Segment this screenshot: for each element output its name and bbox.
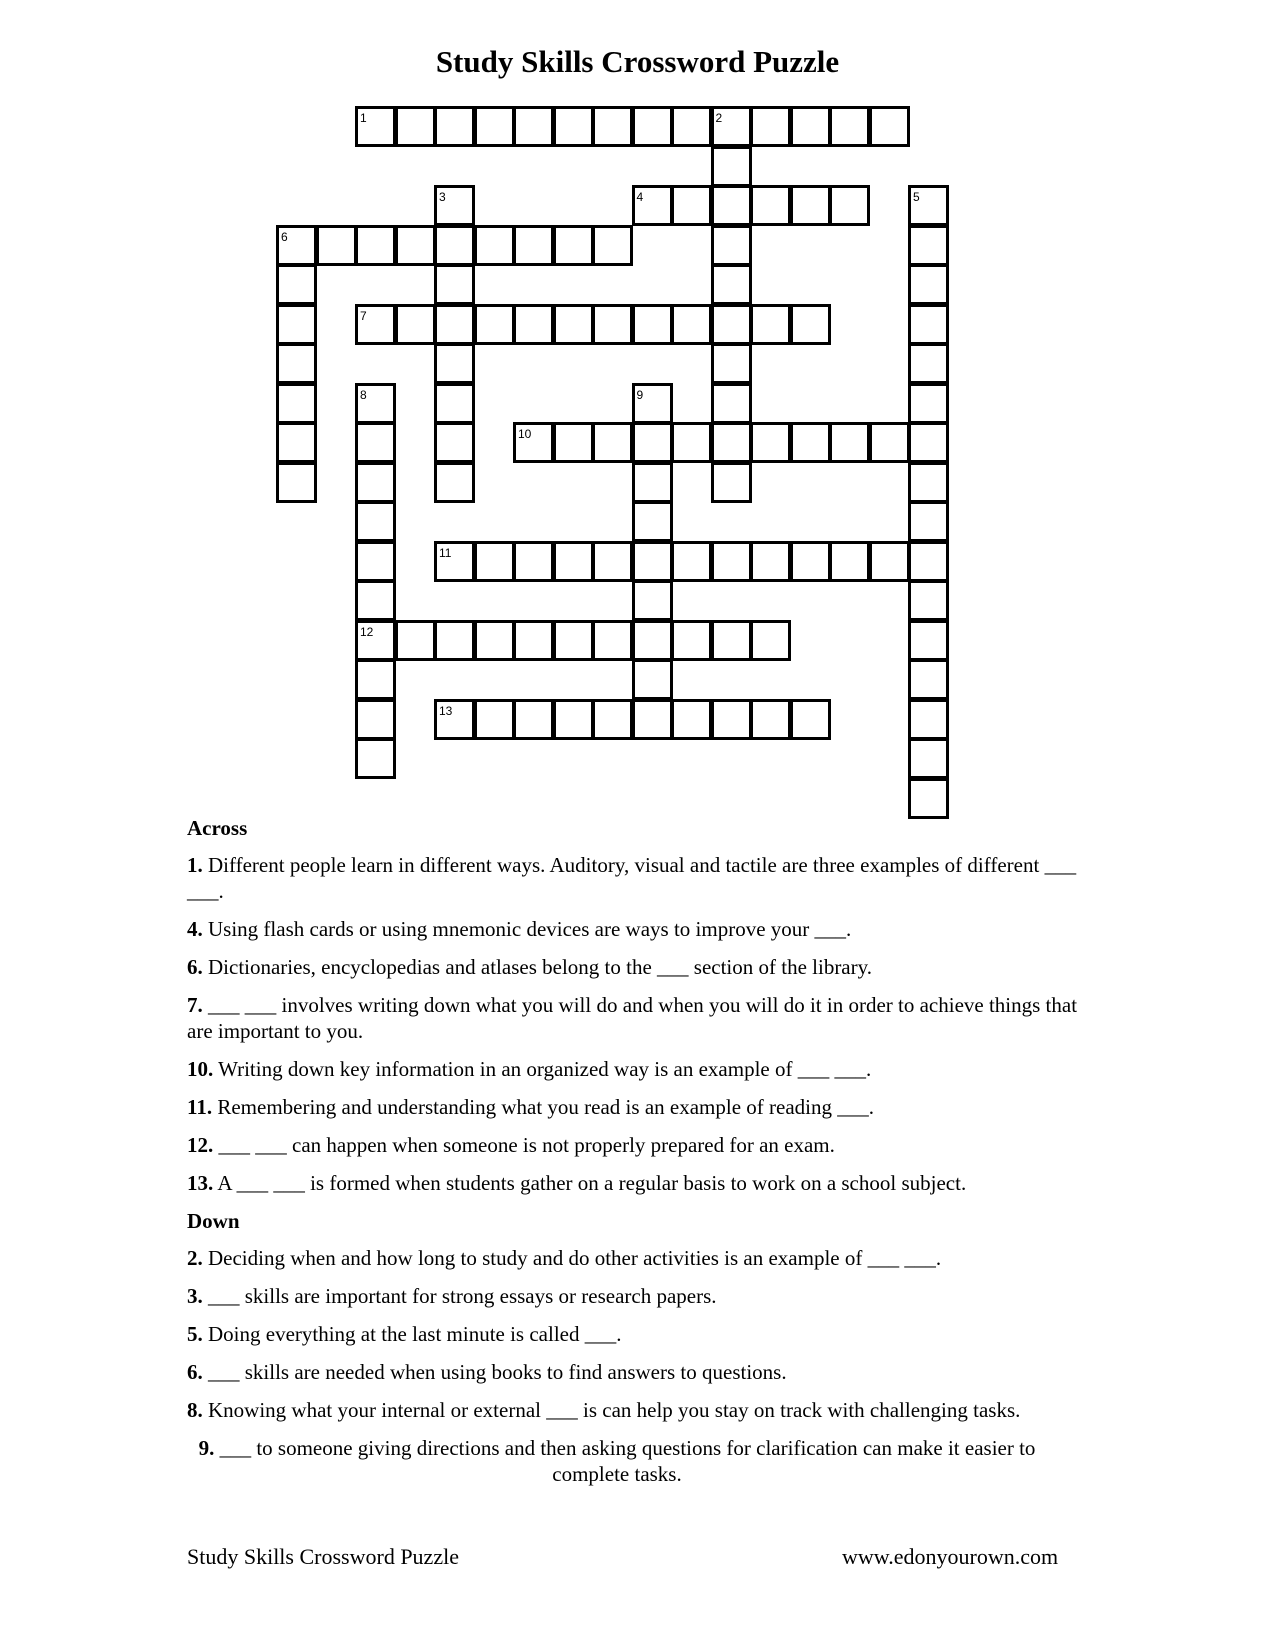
footer-url: www.edonyourown.com	[842, 1544, 1059, 1569]
grid-cell[interactable]	[513, 225, 554, 266]
grid-cell[interactable]	[474, 620, 515, 661]
clue-text: ___ to someone giving directions and then asking questions for clarification can make it easier to complete tasks.	[214, 1436, 1036, 1486]
clue-text: Writing down key information in an organized way is an example of ___ ___.	[213, 1057, 872, 1081]
grid-cell[interactable]	[355, 225, 396, 266]
clue-text: Knowing what your internal or external ___ is can help you stay on track with challenging tasks.	[202, 1398, 1021, 1422]
grid-cell[interactable]	[908, 620, 949, 661]
grid-cell[interactable]	[908, 383, 949, 424]
clue-text: ___ skills are important for strong essays or research papers.	[202, 1284, 717, 1308]
grid-cell[interactable]	[632, 580, 673, 621]
grid-cell[interactable]	[474, 106, 515, 147]
grid-cell[interactable]	[711, 304, 752, 345]
clue-text: Different people learn in different ways. Auditory, visual and tactile are three examples of different ___ ___.	[187, 853, 1077, 903]
grid-cell[interactable]	[829, 422, 870, 463]
grid-cell[interactable]	[513, 620, 554, 661]
cell-number: 1	[360, 111, 367, 125]
grid-cell[interactable]	[632, 462, 673, 503]
grid-cell[interactable]	[790, 699, 831, 740]
clue-number: 5.	[187, 1322, 203, 1346]
clue-text: Remembering and understanding what you read is an example of reading ___.	[212, 1095, 874, 1119]
grid-cell[interactable]	[474, 699, 515, 740]
clue-number: 11.	[187, 1095, 213, 1119]
grid-cell[interactable]	[474, 541, 515, 582]
grid-cell[interactable]	[671, 620, 712, 661]
clue-number: 12.	[187, 1133, 214, 1157]
grid-cell[interactable]	[434, 462, 475, 503]
across-clue-7	[187, 992, 1087, 1044]
grid-cell[interactable]	[592, 106, 633, 147]
grid-cell[interactable]	[276, 462, 317, 503]
grid-cell[interactable]	[750, 541, 791, 582]
down-clue-2	[187, 1245, 1087, 1271]
grid-cell[interactable]	[790, 106, 831, 147]
clue-text: Using flash cards or using mnemonic devices are ways to improve your ___.	[202, 917, 852, 941]
grid-cell[interactable]	[513, 304, 554, 345]
grid-cell[interactable]	[869, 106, 910, 147]
grid-cell[interactable]	[908, 541, 949, 582]
clue-number: 2.	[187, 1246, 203, 1270]
grid-cell[interactable]	[355, 580, 396, 621]
clue-number: 7.	[187, 993, 203, 1017]
across-clue-11	[187, 1094, 1087, 1120]
grid-cell[interactable]	[711, 264, 752, 305]
grid-cell[interactable]	[750, 620, 791, 661]
footer-title: Study Skills Crossword Puzzle	[187, 1544, 459, 1569]
clue-text: ___ ___ involves writing down what you will do and when you will do it in order to achieve things that are important to you.	[187, 993, 1078, 1043]
down-clues	[187, 1245, 1087, 1487]
clue-text: Dictionaries, encyclopedias and atlases belong to the ___ section of the library.	[202, 955, 873, 979]
grid-cell[interactable]	[829, 106, 870, 147]
clue-number: 13.	[187, 1171, 214, 1195]
cell-number: 12	[360, 624, 374, 639]
grid-cell[interactable]	[276, 422, 317, 463]
down-clue-6	[187, 1359, 1087, 1385]
grid-cell[interactable]	[592, 620, 633, 661]
grid-cell[interactable]	[434, 225, 475, 266]
grid-cell[interactable]	[355, 462, 396, 503]
grid-cell[interactable]	[395, 304, 436, 345]
grid-cell[interactable]	[553, 620, 594, 661]
across-heading: Across	[187, 816, 248, 840]
grid-cell[interactable]	[908, 738, 949, 779]
grid-cell[interactable]	[790, 422, 831, 463]
grid-cell[interactable]	[553, 225, 594, 266]
grid-cell[interactable]	[869, 422, 910, 463]
grid-cell[interactable]	[632, 106, 673, 147]
cell-number: 3	[439, 190, 446, 204]
grid-cell[interactable]	[592, 422, 633, 463]
clue-number: 9.	[198, 1436, 215, 1460]
grid-cell[interactable]	[632, 541, 673, 582]
grid-cell[interactable]	[513, 699, 554, 740]
down-clue-8	[187, 1397, 1087, 1423]
grid-cell[interactable]	[434, 304, 475, 345]
grid-cell[interactable]	[355, 501, 396, 542]
grid-cell[interactable]	[276, 264, 317, 305]
grid-cell[interactable]	[711, 620, 752, 661]
cell-number: 6	[281, 229, 288, 244]
across-clue-6	[187, 954, 1087, 980]
across-clue-13	[187, 1170, 1087, 1196]
grid-cell[interactable]	[671, 304, 712, 345]
clue-list	[187, 815, 1087, 1499]
grid-cell[interactable]	[395, 225, 436, 266]
across-clue-12	[187, 1132, 1087, 1158]
grid-cell[interactable]	[908, 501, 949, 542]
grid-cell[interactable]	[434, 422, 475, 463]
grid-cell[interactable]	[434, 343, 475, 384]
down-clue-9	[187, 1435, 1087, 1487]
grid-cell[interactable]	[355, 422, 396, 463]
clue-number: 6.	[187, 955, 203, 979]
grid-cell[interactable]	[434, 383, 475, 424]
grid-cell[interactable]	[750, 699, 791, 740]
cell-number: 10	[518, 427, 532, 441]
grid-cell[interactable]	[790, 541, 831, 582]
clue-text: ___ skills are needed when using books to find answers to questions.	[202, 1360, 787, 1384]
across-clue-4	[187, 916, 1087, 942]
grid-cell[interactable]	[632, 699, 673, 740]
grid-cell[interactable]	[592, 699, 633, 740]
cell-number: 4	[636, 190, 644, 204]
grid-cell[interactable]	[632, 422, 673, 463]
grid-cell[interactable]	[908, 778, 949, 819]
grid-cell[interactable]	[632, 304, 673, 345]
down-clue-5	[187, 1321, 1087, 1347]
grid-cell[interactable]	[750, 106, 791, 147]
grid-cell[interactable]	[750, 304, 791, 345]
grid-cell[interactable]	[908, 699, 949, 740]
grid-cell[interactable]	[711, 541, 752, 582]
across-clue-10	[187, 1056, 1087, 1082]
grid-cell[interactable]	[908, 304, 949, 345]
grid-cell[interactable]	[908, 580, 949, 621]
clue-number: 6.	[187, 1360, 203, 1384]
grid-cell[interactable]	[711, 185, 752, 226]
grid-cell[interactable]	[908, 343, 949, 384]
grid-cell[interactable]	[671, 422, 712, 463]
grid-cell[interactable]	[711, 422, 752, 463]
grid-cell[interactable]	[276, 383, 317, 424]
grid-cell[interactable]	[908, 422, 949, 463]
grid-cell[interactable]	[553, 106, 594, 147]
grid-cell[interactable]	[671, 106, 712, 147]
grid-cell[interactable]	[316, 225, 357, 266]
grid-cell[interactable]	[790, 185, 831, 226]
grid-cell[interactable]	[553, 541, 594, 582]
down-heading: Down	[187, 1209, 240, 1233]
clue-number: 10.	[187, 1057, 214, 1081]
grid-cell[interactable]	[434, 106, 475, 147]
cell-number: 11	[439, 545, 452, 560]
grid-cell[interactable]	[711, 462, 752, 503]
grid-cell[interactable]	[553, 304, 594, 345]
clue-text: ___ ___ can happen when someone is not properly prepared for an exam.	[213, 1133, 835, 1157]
cell-number: 9	[636, 387, 644, 402]
grid-cell[interactable]	[829, 541, 870, 582]
across-clues	[187, 852, 1087, 1196]
grid-cell[interactable]	[355, 541, 396, 582]
grid-cell[interactable]	[671, 541, 712, 582]
grid-cell[interactable]	[711, 146, 752, 187]
grid-cell[interactable]	[553, 699, 594, 740]
grid-cell[interactable]	[592, 541, 633, 582]
grid-cell[interactable]	[632, 620, 673, 661]
down-clue-3	[187, 1283, 1087, 1309]
grid-cell[interactable]	[395, 620, 436, 661]
grid-cell[interactable]	[711, 343, 752, 384]
clue-number: 3.	[187, 1284, 203, 1308]
clue-text: A ___ ___ is formed when students gather on a regular basis to work on a school subject.	[213, 1171, 967, 1195]
grid-cell[interactable]	[474, 225, 515, 266]
grid-cell[interactable]	[276, 343, 317, 384]
clue-number: 4.	[187, 917, 203, 941]
clue-number: 1.	[187, 853, 203, 877]
cell-number: 8	[360, 387, 367, 402]
clue-text: Doing everything at the last minute is called ___.	[202, 1322, 622, 1346]
grid-cell[interactable]	[711, 699, 752, 740]
grid-cell[interactable]	[671, 699, 712, 740]
crossword-grid	[0, 0, 1275, 820]
grid-cell[interactable]	[750, 422, 791, 463]
grid-cell[interactable]	[592, 304, 633, 345]
cell-number: 2	[715, 111, 723, 125]
grid-cell[interactable]	[750, 185, 791, 226]
grid-cell[interactable]	[434, 620, 475, 661]
grid-cell[interactable]	[711, 225, 752, 266]
grid-cell[interactable]	[908, 462, 949, 503]
grid-cell[interactable]	[908, 659, 949, 700]
grid-cell[interactable]	[434, 264, 475, 305]
clue-number: 8.	[187, 1398, 203, 1422]
grid-cell[interactable]	[513, 106, 554, 147]
grid-cell[interactable]	[474, 304, 515, 345]
clue-text: Deciding when and how long to study and do other activities is an example of ___ ___.	[202, 1246, 942, 1270]
cell-number: 7	[360, 308, 367, 323]
grid-cell[interactable]	[711, 383, 752, 424]
grid-cell[interactable]	[632, 501, 673, 542]
grid-cell[interactable]	[632, 659, 673, 700]
grid-cell[interactable]	[553, 422, 594, 463]
page-title: Study Skills Crossword Puzzle	[435, 44, 840, 79]
grid-cell[interactable]	[908, 264, 949, 305]
grid-cell[interactable]	[395, 106, 436, 147]
grid-cell[interactable]	[790, 304, 831, 345]
grid-cell[interactable]	[355, 699, 396, 740]
grid-cell[interactable]	[355, 659, 396, 700]
grid-cell[interactable]	[829, 185, 870, 226]
grid-cell[interactable]	[592, 225, 633, 266]
grid-cell[interactable]	[276, 304, 317, 345]
grid-cell[interactable]	[355, 738, 396, 779]
grid-cell[interactable]	[869, 541, 910, 582]
across-clue-1	[187, 852, 1087, 904]
cell-number: 5	[913, 190, 920, 204]
grid-cell[interactable]	[671, 185, 712, 226]
cell-number: 13	[439, 703, 453, 718]
grid-cell[interactable]	[513, 541, 554, 582]
grid-cell[interactable]	[908, 225, 949, 266]
